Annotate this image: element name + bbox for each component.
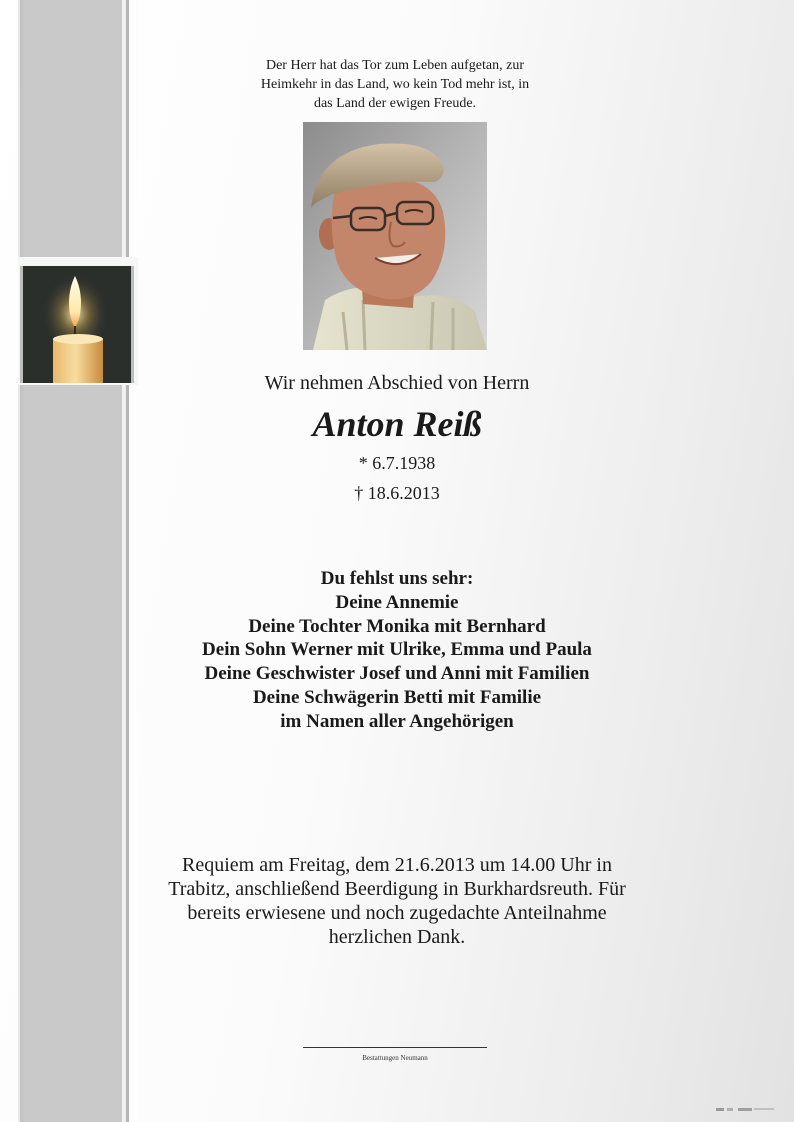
mourner-line: Deine Annemie <box>335 591 459 613</box>
verse-line: Der Herr hat das Tor zum Leben aufgetan, zur <box>265 58 525 73</box>
portrait-photo <box>303 122 487 350</box>
birth-date: * 6.7.1938 <box>358 453 436 473</box>
mourner-line: Deine Schwägerin Betti mit Familie <box>252 686 542 708</box>
verse-line: das Land der ewigen Freude. <box>313 96 477 111</box>
undertaker-name: Bestattungen Neumann <box>362 1054 428 1062</box>
mourners-heading: Du fehlst uns sehr: <box>320 568 474 589</box>
side-stripe <box>18 0 138 1122</box>
service-line: Trabitz, anschließend Beerdigung in Burkhardsreuth. Für <box>168 878 626 900</box>
print-mark <box>716 1107 776 1113</box>
verse-line: Heimkehr in das Land, wo kein Tod mehr ist, in <box>260 77 530 92</box>
verse-text <box>230 56 560 113</box>
mourner-line: im Namen aller Angehörigen <box>280 710 514 732</box>
service-line: herzlichen Dank. <box>328 926 466 948</box>
mourner-line: Deine Tochter Monika mit Bernhard <box>248 615 546 637</box>
mourner-line: Deine Geschwister Josef und Anni mit Familien <box>204 663 590 685</box>
service-line: bereits erwiesene und noch zugedachte Anteilnahme <box>187 902 607 924</box>
signature-line <box>303 1047 487 1048</box>
service-info <box>120 853 674 949</box>
mourner-line: Dein Sohn Werner mit Ulrike, Emma und Paula <box>202 639 592 661</box>
farewell-intro: Wir nehmen Abschied von Herrn <box>264 372 530 394</box>
service-line: Requiem am Freitag, dem 21.6.2013 um 14.00 Uhr in <box>182 854 612 876</box>
deceased-name: Anton Reiß <box>312 404 482 444</box>
death-date: † 18.6.2013 <box>354 483 440 503</box>
mourners-list <box>100 567 694 734</box>
candle-icon <box>20 266 134 383</box>
candle-panel <box>18 263 138 385</box>
